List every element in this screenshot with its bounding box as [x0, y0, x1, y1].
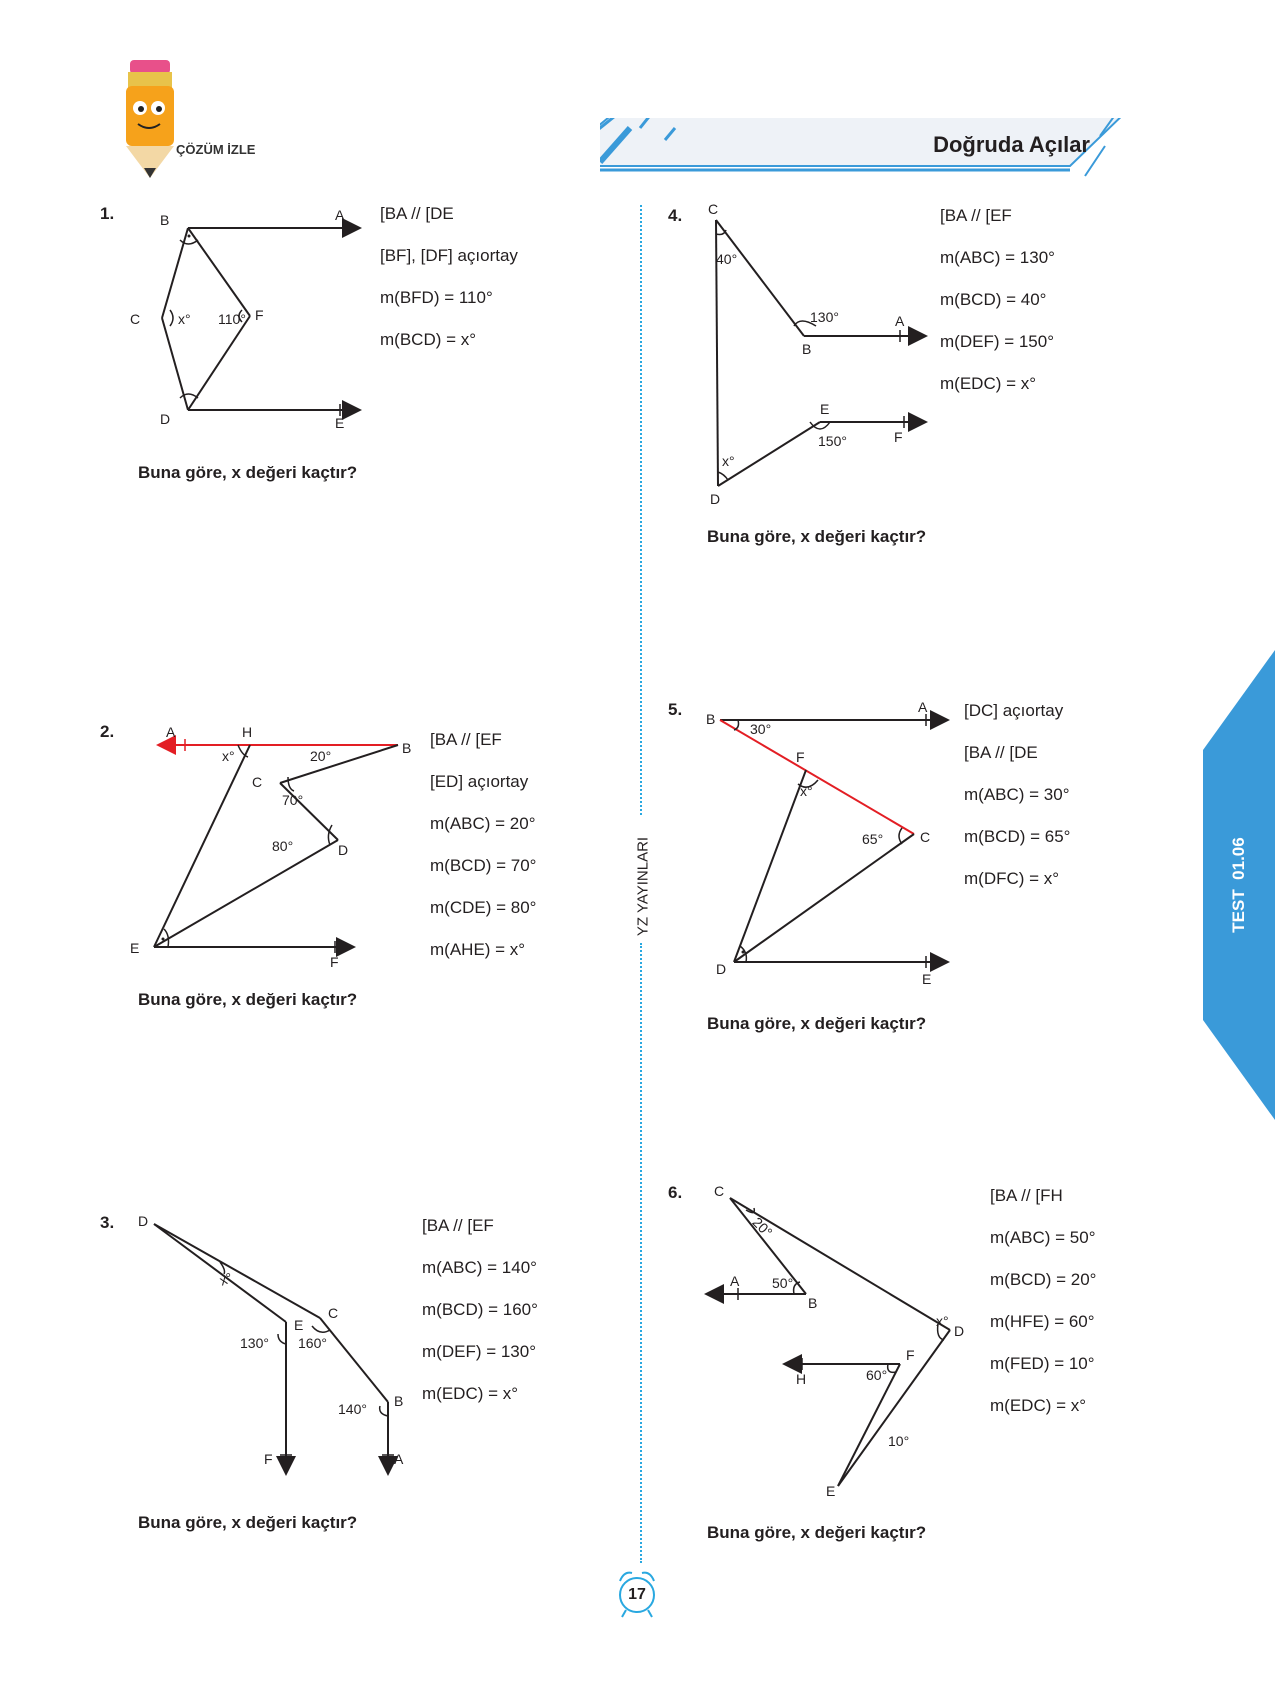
center-divider-bottom	[640, 943, 642, 1563]
figure-q5	[700, 699, 960, 987]
label-x: x°	[722, 453, 735, 469]
given-line: m(BCD) = 65°	[964, 827, 1071, 846]
label-E: E	[826, 1483, 836, 1499]
question-prompt: Buna göre, x değeri kaçtır?	[707, 1014, 927, 1033]
label-A: A	[895, 313, 905, 329]
given-line: m(BCD) = 70°	[430, 856, 537, 875]
question-prompt: Buna göre, x değeri kaçtır?	[707, 1523, 927, 1542]
given-line: m(DEF) = 150°	[940, 332, 1055, 351]
given-list-q3	[422, 1205, 538, 1415]
label-E: E	[820, 401, 830, 417]
given-line: m(CDE) = 80°	[430, 898, 537, 917]
given-list-q2	[430, 719, 536, 971]
given-line: m(ABC) = 130°	[940, 248, 1055, 267]
question-number: 3.	[100, 1213, 115, 1232]
label-A: A	[394, 1451, 404, 1467]
given-line: m(EDC) = x°	[422, 1384, 519, 1403]
label-50: 50°	[772, 1275, 794, 1291]
label-B: B	[706, 711, 716, 727]
label-A: A	[730, 1273, 740, 1289]
label-C: C	[252, 774, 263, 790]
label-A: A	[166, 724, 176, 740]
label-D: D	[160, 411, 171, 427]
label-A: A	[918, 699, 928, 715]
label-x: x°	[217, 1269, 235, 1289]
given-line: m(ABC) = 20°	[430, 814, 536, 833]
given-line: m(EDC) = x°	[940, 374, 1037, 393]
label-B: B	[402, 740, 412, 756]
label-40: 40°	[716, 251, 738, 267]
given-list-q6	[990, 1175, 1096, 1427]
label-x: x°	[936, 1313, 949, 1329]
given-line: [BF], [DF] açıortay	[380, 246, 518, 265]
label-130: 130°	[240, 1335, 269, 1351]
label-F: F	[255, 307, 264, 323]
given-line: m(HFE) = 60°	[990, 1312, 1095, 1331]
given-line: m(BCD) = 160°	[422, 1300, 538, 1319]
given-line: m(ABC) = 50°	[990, 1228, 1096, 1247]
label-C: C	[328, 1305, 339, 1321]
label-140: 140°	[338, 1401, 367, 1417]
given-line: m(BCD) = 40°	[940, 290, 1047, 309]
given-line: m(DFC) = x°	[964, 869, 1060, 888]
question-prompt: Buna göre, x değeri kaçtır?	[707, 527, 927, 546]
label-F: F	[264, 1451, 273, 1467]
center-label	[635, 822, 652, 952]
given-line: m(BFD) = 110°	[380, 288, 493, 307]
label-D: D	[954, 1323, 965, 1339]
label-D: D	[138, 1213, 149, 1229]
label-E: E	[922, 971, 932, 987]
label-10: 10°	[888, 1433, 910, 1449]
given-line: [BA // [EF	[422, 1216, 494, 1235]
label-B: B	[808, 1295, 818, 1311]
label-F: F	[796, 749, 805, 765]
title-banner	[600, 118, 1170, 178]
given-line: m(FED) = 10°	[990, 1354, 1095, 1373]
given-list-q5	[964, 690, 1070, 900]
given-line: [DC] açıortay	[964, 701, 1064, 720]
label-F: F	[906, 1347, 915, 1363]
label-C: C	[714, 1183, 725, 1199]
label-B: B	[160, 212, 170, 228]
page-number-badge	[612, 1565, 662, 1625]
question-prompt: Buna göre, x değeri kaçtır?	[138, 990, 358, 1009]
question-number: 2.	[100, 722, 115, 741]
label-D: D	[716, 961, 727, 977]
label-65: 65°	[862, 831, 884, 847]
label-D: D	[710, 491, 721, 507]
given-line: m(BCD) = x°	[380, 330, 477, 349]
given-line: m(DEF) = 130°	[422, 1342, 537, 1361]
given-line: [BA // [EF	[430, 730, 502, 749]
pencil-mascot-icon	[110, 50, 280, 180]
given-line: m(ABC) = 30°	[964, 785, 1070, 804]
label-x: x°	[178, 311, 191, 327]
given-list-q4	[940, 195, 1055, 405]
page-title: Doğruda Açılar	[933, 132, 1090, 157]
given-line: m(ABC) = 140°	[422, 1258, 537, 1277]
label-150: 150°	[818, 433, 847, 449]
label-B: B	[394, 1393, 404, 1409]
given-line: [BA // [DE	[380, 204, 454, 223]
logo	[110, 50, 280, 180]
given-list-q1	[380, 193, 518, 361]
given-line: m(BCD) = 20°	[990, 1270, 1097, 1289]
label-E: E	[335, 415, 345, 431]
question-number: 1.	[100, 204, 115, 223]
test-code: TEST 01.06	[1229, 837, 1248, 933]
question-prompt: Buna göre, x değeri kaçtır?	[138, 463, 358, 482]
label-80: 80°	[272, 838, 294, 854]
label-B: B	[802, 341, 812, 357]
label-30: 30°	[750, 721, 772, 737]
figure-q6	[700, 1180, 970, 1500]
label-C: C	[920, 829, 931, 845]
label-20: 20°	[749, 1213, 776, 1241]
label-x: x°	[222, 748, 235, 764]
question-prompt: Buna göre, x değeri kaçtır?	[138, 1513, 358, 1532]
label-C: C	[130, 311, 141, 327]
figure-q3	[130, 1210, 430, 1480]
given-line: [BA // [EF	[940, 206, 1012, 225]
label-70: 70°	[282, 792, 304, 808]
logo-label: ÇÖZÜM İZLE	[176, 142, 256, 157]
label-20: 20°	[310, 748, 332, 764]
label-A: A	[335, 207, 345, 223]
center-divider-top	[640, 205, 642, 815]
label-F: F	[330, 954, 339, 970]
label-E: E	[130, 940, 140, 956]
label-160: 160°	[298, 1335, 327, 1351]
given-line: [ED] açıortay	[430, 772, 529, 791]
question-number: 5.	[668, 700, 683, 719]
label-110: 110°	[218, 311, 246, 327]
publisher-label: YZ YAYINLARI	[634, 836, 652, 937]
label-H: H	[242, 724, 253, 740]
given-line: m(EDC) = x°	[990, 1396, 1087, 1415]
label-D: D	[338, 842, 349, 858]
figure-q2	[130, 725, 430, 985]
question-number: 6.	[668, 1183, 683, 1202]
label-C: C	[708, 201, 719, 217]
figure-q4	[700, 200, 960, 507]
label-E: E	[294, 1317, 304, 1333]
label-130: 130°	[810, 309, 839, 325]
page-number: 17	[628, 1586, 646, 1603]
given-line: m(AHE) = x°	[430, 940, 526, 959]
question-number: 4.	[668, 206, 683, 225]
given-line: [BA // [DE	[964, 743, 1038, 762]
label-H: H	[796, 1371, 807, 1387]
test-tab	[1203, 650, 1275, 1120]
given-line: [BA // [FH	[990, 1186, 1063, 1205]
label-60: 60°	[866, 1367, 888, 1383]
label-F: F	[894, 429, 903, 445]
label-x: x°	[800, 783, 813, 799]
